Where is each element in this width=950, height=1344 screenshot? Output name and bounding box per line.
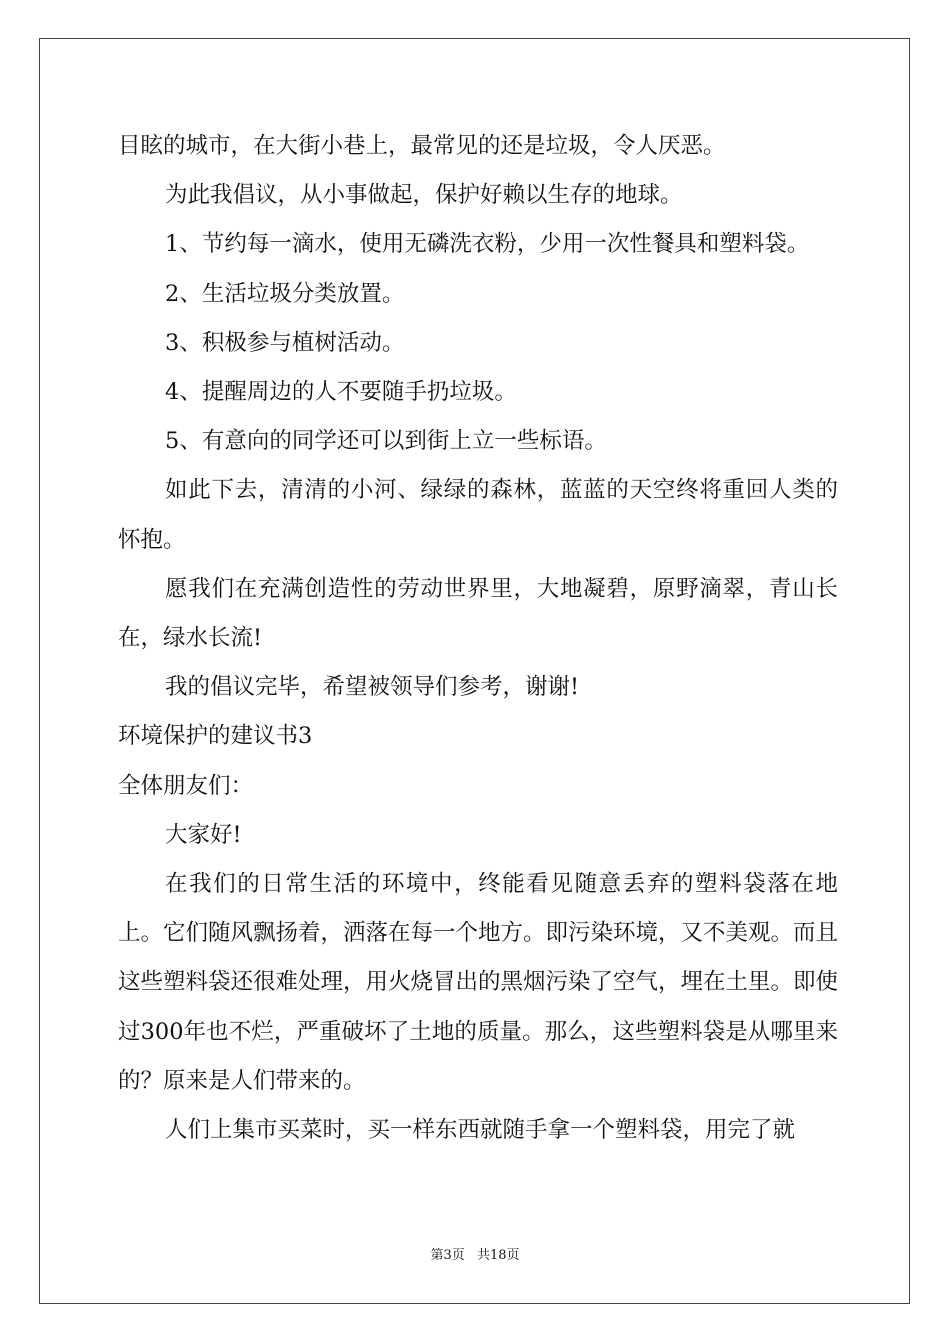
paragraph: 在我们的日常生活的环境中，终能看见随意丢弃的塑料袋落在地上。它们随风飘扬着，洒落在每一个地方。即污染环境，又不美观。而且这些塑料袋还很难处理，用火烧冒出的黑烟污染了空气，埋在土里。即使过300年也不烂，严重破坏了土地的质量。那么，这些塑料袋是从哪里来的？原来是人们带来的。 (118, 871, 839, 1094)
page-footer (0, 1244, 950, 1263)
salutation: 全体朋友们： (118, 772, 254, 799)
paragraph: 目眩的城市，在大街小巷上，最常见的还是垃圾，令人厌恶。 (118, 133, 726, 159)
list-item: 1、节约每一滴水，使用无磷洗衣粉，少用一次性餐具和塑料袋。 (165, 231, 810, 258)
paragraph: 为此我倡议，从小事做起，保护好赖以生存的地球。 (165, 182, 683, 209)
list-item: 3、积极参与植树活动。 (165, 329, 405, 356)
paragraph: 人们上集市买菜时，买一样东西就随手拿一个塑料袋，用完了就 (165, 1117, 796, 1144)
paragraph: 如此下去，清清的小河、绿绿的森林，蓝蓝的天空终将重回人类的怀抱。 (118, 477, 838, 553)
greeting: 大家好! (165, 821, 242, 848)
paragraph: 我的倡议完毕，希望被领导们参考，谢谢! (165, 674, 580, 701)
paragraph: 愿我们在充满创造性的劳动世界里，大地凝碧，原野滴翠，青山长在，绿水长流! (118, 575, 838, 652)
list-item: 2、生活垃圾分类放置。 (165, 280, 405, 307)
page-number: 第3页 (430, 1248, 465, 1263)
list-item: 4、提醒周边的人不要随手扔垃圾。 (165, 379, 517, 406)
list-item: 5、有意向的同学还可以到街上立一些标语。 (165, 428, 607, 455)
page-total: 共18页 (476, 1248, 520, 1263)
document-body (118, 122, 838, 1155)
section-heading: 环境保护的建议书3 (118, 723, 313, 750)
